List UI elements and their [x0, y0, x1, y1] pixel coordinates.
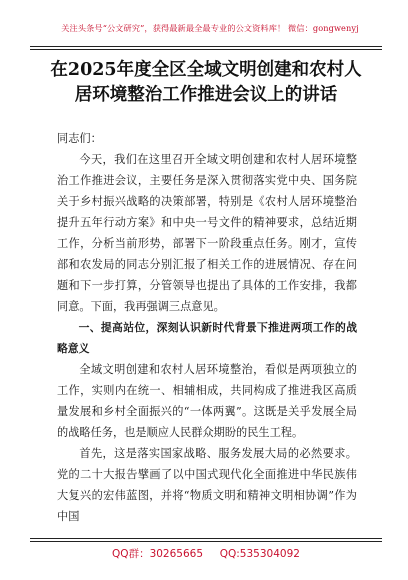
- document-body: [57, 128, 357, 527]
- paragraph-section-1: 全域文明创建和农村人居环境整治，看似是两项独立的工作，实则内在统一、相辅相成，共同构成了推进我区高质量发展和乡村全面振兴的“一体两翼”。这既是关乎发展全局的战略任务，也是顺应人民群众期盼的民生工程。: [57, 363, 357, 439]
- footer-divider: [30, 538, 382, 542]
- qq-number: QQ:535304092: [219, 548, 300, 560]
- section-heading-1: 一、提高站位，深刻认识新时代背景下推进两项工作的战略意义: [57, 321, 357, 355]
- header-banner: 关注头条号“公文研究”，获得最新最全最专业的公文资料库！ 微信：gongwenyj: [61, 23, 359, 33]
- qq-group: QQ群：30265665: [112, 548, 204, 560]
- title-line-1: 在2025年度全区全域文明创建和农村人: [50, 60, 362, 80]
- salutation: 同志们：: [57, 132, 102, 145]
- paragraph-intro: 今天，我们在这里召开全域文明创建和农村人居环境整治工作推进会议，主要任务是深入贯彻落实党中央、国务院关于乡村振兴战略的决策部署，特别是《农村人居环境整治提升五年行动方案》和中央一号文件的精神要求，总结近期工作，分析当前形势，部署下一阶段重点任务。刚才，宣传部和农发局的同志分别汇报了相关工作的进展情况、存在问题和下一步打算，分管领导也提出了具体的工作安排，我都同意。下面，我再强调三点意见。: [57, 153, 357, 313]
- paragraph-first-point: 首先，这是落实国家战略、服务发展大局的必然要求。党的二十大报告擘画了以中国式现代化全面推进中华民族伟大复兴的宏伟蓝图，并将“物质文明和精神文明相协调”作为中国: [57, 447, 357, 523]
- title-line-2: 居环境整治工作推进会议上的讲话: [74, 85, 338, 105]
- document-title: [36, 58, 376, 108]
- footer-contact: [30, 546, 382, 561]
- header-divider: [30, 46, 382, 50]
